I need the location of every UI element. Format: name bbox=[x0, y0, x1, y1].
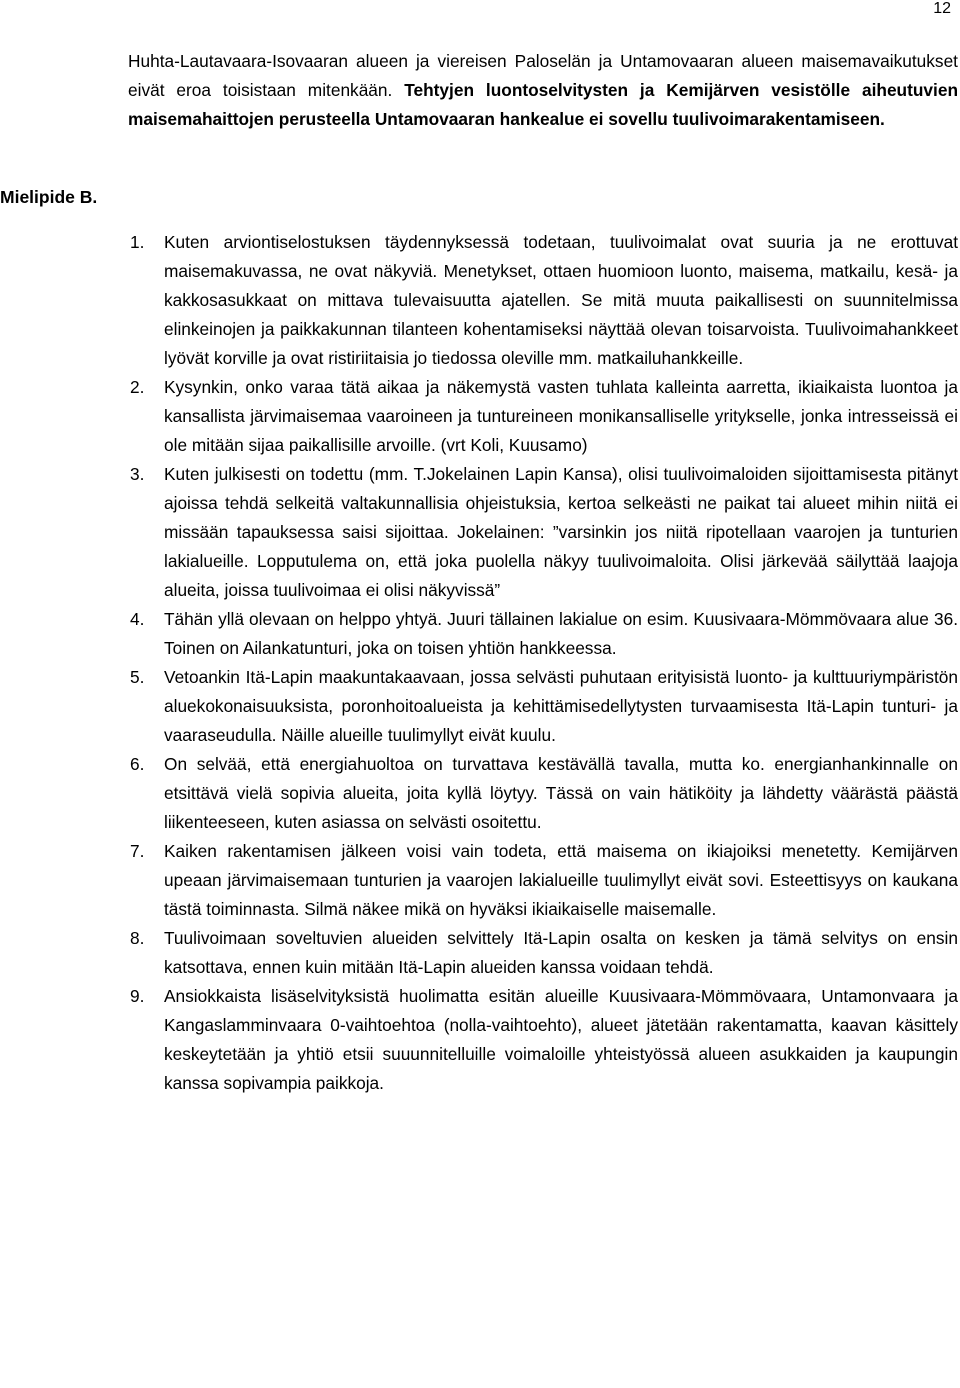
list-item-text: Kaiken rakentamisen jälkeen voisi vain todeta, että maisema on ikiajoiksi menetetty. Kemijärven upeaan järvimaisemaan tunturien ja vaarojen lakialueille tuulimyllyt eivät sovi. Esteettisyys on kaukana tästä toiminnasta. Silmä näkee mikä on hyväksi ikiaikaiselle maisemalle. bbox=[164, 841, 958, 919]
list-item bbox=[128, 924, 958, 982]
list-item bbox=[128, 982, 958, 1098]
opinion-list bbox=[128, 228, 958, 1098]
list-item-text: Ansiokkaista lisäselvityksistä huolimatta esitän alueille Kuusivaara-Mömmövaara, Untamonvaara ja Kangaslamminvaara 0-vaihtoehtoa (nolla-vaihtoehto), alueet jätetään rakentamatta, kaavan käsittely keskeytetään ja yhtiö etsii suuunnitelluille voimaloille yhteistyössä alueen asukkaiden ja kaupungin kanssa sopivampia paikkoja. bbox=[164, 986, 958, 1093]
list-item-number: 6. bbox=[130, 754, 145, 774]
list-item-text: On selvää, että energiahuoltoa on turvattava kestävällä tavalla, mutta ko. energianhankinnalle on etsittävä vielä sopivia alueita, joita kyllä löytyy. Tässä on vain hätiköity ja lähdetty väärästä päästä liikenteeseen, kuten asiassa on selvästi osoitettu. bbox=[164, 754, 958, 832]
list-item bbox=[128, 605, 958, 663]
list-item-number: 3. bbox=[130, 464, 145, 484]
list-item-number: 5. bbox=[130, 667, 145, 687]
list-item bbox=[128, 460, 958, 605]
intro-conclusion: Tehtyjen luontoselvitysten ja Kemijärven vesistölle aiheutuvien maisemahaittojen perusteella Untamovaaran hankealue ei sovellu tuulivoimarakentamiseen. bbox=[128, 80, 958, 129]
list-item-number: 1. bbox=[130, 232, 145, 252]
list-item-number: 2. bbox=[130, 377, 145, 397]
list-item bbox=[128, 228, 958, 373]
list-item-text: Kysynkin, onko varaa tätä aikaa ja näkemystä vasten tuhlata kalleinta aarretta, ikiaikaista luontoa ja kansallista järvimaisemaa vaaroineen ja tuntureineen monikansalliselle yritykselle, jonka intresseissä ei ole mitään sijaa paikallisille arvoille. (vrt Koli, Kuusamo) bbox=[164, 377, 958, 455]
list-item-number: 9. bbox=[130, 986, 145, 1006]
list-item bbox=[128, 373, 958, 460]
opinion-label: Mielipide B. bbox=[0, 187, 98, 207]
list-item-text: Tuulivoimaan soveltuvien alueiden selvittely Itä-Lapin osalta on kesken ja tämä selvitys on ensin katsottava, ennen kuin mitään Itä-Lapin alueiden kanssa voidaan tehdä. bbox=[164, 928, 958, 977]
list-item-text: Kuten julkisesti on todettu (mm. T.Jokelainen Lapin Kansa), olisi tuulivoimaloiden sijoittamisesta pitänyt ajoissa tehdä selkeitä valtakunnallisia ohjeistuksia, kertoa selkeästi ne paikat tai alueet mihin niitä ei missään tapauksessa saisi sijoittaa. Jokelainen: ”varsinkin jos niitä ripotellaan vaarojen ja tunturien lakialueille. Lopputulema on, että joka puolella näkyy tuulivoimaloita. Olisi järkevää säilyttää laajoja alueita, joissa tuulivoimaa ei olisi näkyvissä” bbox=[164, 464, 958, 600]
list-item-number: 4. bbox=[130, 609, 145, 629]
list-item-text: Tähän yllä olevaan on helppo yhtyä. Juuri tällainen lakialue on esim. Kuusivaara-Mömmövaara alue 36. Toinen on Ailankatunturi, joka on toisen yhtiön hankkeessa. bbox=[164, 609, 958, 658]
intro-text: Huhta-Lautavaara-Isovaaran alueen ja viereisen Paloselän ja Untamovaaran alueen maisemavaikutukset eivät eroa toisistaan mitenkään. bbox=[128, 51, 958, 100]
page-number: 12 bbox=[933, 0, 951, 17]
list-item bbox=[128, 837, 958, 924]
list-item bbox=[128, 663, 958, 750]
list-item-number: 8. bbox=[130, 928, 145, 948]
intro-paragraph bbox=[128, 47, 958, 134]
list-item-text: Kuten arviontiselostuksen täydennyksessä todetaan, tuulivoimalat ovat suuria ja ne erottuvat maisemakuvassa, ne ovat näkyviä. Menetykset, ottaen huomioon luonto, maisema, matkailu, kesä- ja kakkosasukkaat on mittava tulevaisuutta ajatellen. Se mitä muuta paikallisesti on suunnitelmissa elinkeinojen ja paikkakunnan tilanteen kohentamiseksi näyttää olevan toisarvoista. Tuulivoimahankkeet lyövät korville ja ovat ristiriitaisia jo tiedossa oleville mm. matkailuhankkeille. bbox=[164, 232, 958, 368]
list-item-number: 7. bbox=[130, 841, 145, 861]
list-item bbox=[128, 750, 958, 837]
list-item-text: Vetoankin Itä-Lapin maakuntakaavaan, jossa selvästi puhutaan erityisistä luonto- ja kulttuuriympäristön aluekokonaisuuksista, poronhoitoalueista ja kehittämisedellytysten turvaamisesta Itä-Lapin tunturi- ja vaaraseudulla. Näille alueille tuulimyllyt eivät kuulu. bbox=[164, 667, 958, 745]
